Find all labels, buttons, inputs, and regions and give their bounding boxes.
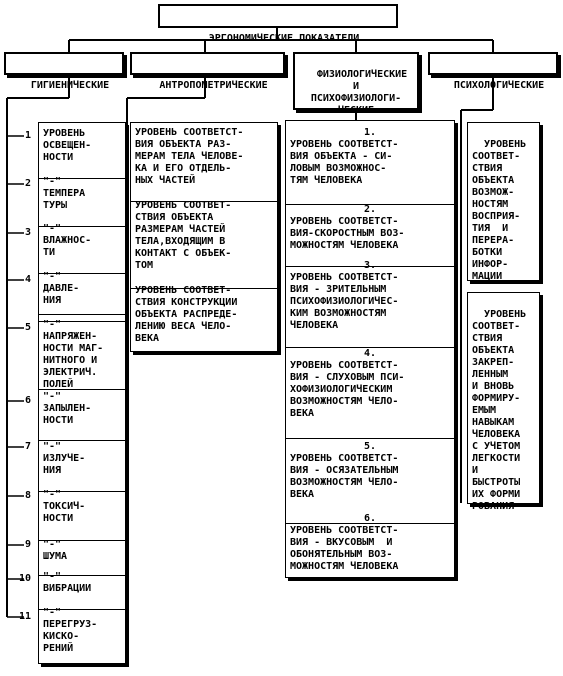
item-number: 2 bbox=[25, 178, 32, 189]
physiological-item bbox=[286, 256, 454, 348]
category-label: ПСИХОЛОГИЧЕСКИЕ bbox=[453, 80, 545, 91]
category-physiological bbox=[293, 52, 419, 116]
item-text: "-" ТЕМПЕРА ТУРЫ bbox=[43, 176, 86, 211]
item-text: "-" ШУМА bbox=[43, 539, 68, 562]
category-anthropometric bbox=[130, 52, 285, 91]
physiological-item bbox=[286, 341, 454, 439]
item-text: УРОВЕНЬ ОСВЕЩЕН- НОСТИ bbox=[43, 128, 92, 163]
item-number: 3 bbox=[25, 227, 32, 238]
hygienic-item bbox=[39, 603, 125, 669]
title-box bbox=[158, 4, 398, 44]
item-number: 7 bbox=[25, 441, 32, 452]
item-text: "-" ВИБРАЦИИ bbox=[43, 571, 92, 594]
item-number: 8 bbox=[25, 490, 32, 501]
item-number: 6. bbox=[363, 513, 377, 524]
category-label: ГИГИЕНИЧЕСКИЕ bbox=[30, 80, 110, 91]
item-number: 6 bbox=[25, 395, 32, 406]
item-text: "-" ПЕРЕГРУЗ- КИСКО- РЕНИЙ bbox=[43, 607, 98, 654]
item-text: УРОВЕНЬ СООТВЕТ- СТВИЯ ОБЪЕКТА РАЗМЕРАМ ЧАСТЕЙ ТЕЛА,ВХОДЯЩИМ В КОНТАКТ С ОБЪЕК- ТОМ bbox=[135, 200, 232, 271]
item-text: "-" ДАВЛЕ- НИЯ bbox=[43, 271, 80, 306]
item-number: 3. bbox=[363, 260, 377, 271]
item-text: "-" ИЗЛУЧЕ- НИЯ bbox=[43, 441, 86, 476]
category-label: ФИЗИОЛОГИЧЕСКИЕ И ПСИХОФИЗИОЛОГИ- ЧЕСКИЕ bbox=[310, 69, 408, 116]
physiological-column bbox=[285, 120, 455, 578]
item-text: УРОВЕНЬ СООТВЕТСТ- ВИЯ ОБЪЕКТА РАЗ- МЕРАМ ТЕЛА ЧЕЛОВЕ- КА И ЕГО ОТДЕЛЬ- НЫХ ЧАСТЕЙ bbox=[135, 127, 244, 186]
item-text: "-" ЗАПЫЛЕН- НОСТИ bbox=[43, 391, 92, 426]
item-number: 9 bbox=[25, 539, 32, 550]
item-text: УРОВЕНЬ СООТВЕТСТ- ВИЯ-СКОРОСТНЫМ ВОЗ- МОЖНОСТЯМ ЧЕЛОВЕКА bbox=[290, 216, 405, 251]
item-text: УРОВЕНЬ СООТВЕТСТ- ВИЯ - ЗРИТЕЛЬНЫМ ПСИХОФИЗИОЛОГИЧЕС- КИМ ВОЗМОЖНОСТЯМ ЧЕЛОВЕКА bbox=[290, 272, 399, 331]
item-number: 2. bbox=[363, 204, 377, 215]
anthropometric-column bbox=[130, 122, 278, 352]
hygienic-item bbox=[39, 389, 125, 441]
item-number: 5 bbox=[25, 322, 32, 333]
item-number: 4. bbox=[363, 348, 377, 359]
item-number: 10 bbox=[19, 573, 32, 584]
anthropometric-item bbox=[131, 123, 277, 202]
hygienic-column bbox=[38, 122, 126, 664]
category-psychological bbox=[428, 52, 558, 91]
item-number: 1. bbox=[363, 127, 377, 138]
item-text: "-" ТОКСИЧ- НОСТИ bbox=[43, 489, 86, 524]
item-number: 11 bbox=[19, 611, 32, 622]
item-number: 5. bbox=[363, 441, 377, 452]
item-text: "-" НАПРЯЖЕН- НОСТИ МАГ- НИТНОГО И ЭЛЕКТРИЧ. ПОЛЕЙ bbox=[43, 319, 104, 390]
hygienic-item-divider bbox=[38, 314, 126, 390]
psychological-item bbox=[467, 122, 540, 281]
item-number: 1 bbox=[25, 130, 32, 141]
item-text: УРОВЕНЬ СООТВЕТ- СТВИЯ КОНСТРУКЦИИ ОБЪЕКТА РАСПРЕДЕ- ЛЕНИЮ ВЕСА ЧЕЛО- ВЕКА bbox=[135, 285, 238, 344]
category-label: АНТРОПОМЕТРИЧЕСКИЕ bbox=[159, 80, 268, 91]
anthropometric-item bbox=[131, 281, 277, 359]
item-text: УРОВЕНЬ СООТВЕТСТ- ВИЯ - ВКУСОВЫМ И ОБОНЯТЕЛЬНЫМ ВОЗ- МОЖНОСТЯМ ЧЕЛОВЕКА bbox=[290, 525, 399, 572]
hygienic-item bbox=[39, 219, 125, 274]
item-number: 4 bbox=[25, 274, 32, 285]
item-text: УРОВЕНЬ СООТВЕТ- СТВИЯ ОБЪЕКТА ВОЗМОЖ- НОСТЯМ ВОСПРИЯ- ТИЯ И ПЕРЕРА- БОТКИ ИНФОР- МАЦИИ bbox=[472, 139, 527, 282]
item-text: УРОВЕНЬ СООТВЕТСТ- ВИЯ ОБЪЕКТА - СИ- ЛОВЫМ ВОЗМОЖНОС- ТЯМ ЧЕЛОВЕКА bbox=[290, 139, 399, 186]
physiological-item bbox=[286, 121, 454, 205]
item-text: УРОВЕНЬ СООТВЕТСТ- ВИЯ - СЛУХОВЫМ ПСИ- ХОФИЗИОЛОГИЧЕСКИМ ВОЗМОЖНОСТЯМ ЧЕЛО- ВЕКА bbox=[290, 360, 405, 419]
item-text: "-" ВЛАЖНОС- ТИ bbox=[43, 223, 92, 258]
psychological-item bbox=[467, 292, 540, 512]
physiological-item bbox=[286, 509, 454, 585]
category-hygienic bbox=[4, 52, 124, 91]
anthropometric-item bbox=[131, 195, 277, 289]
item-text: УРОВЕНЬ СООТВЕТ- СТВИЯ ОБЪЕКТА ЗАКРЕП- ЛЕННЫМ И ВНОВЬ ФОРМИРУ- ЕМЫМ НАВЫКАМ ЧЕЛОВЕКА С УЧЕТОМ ЛЕГКОСТИ И БЫСТРОТЫ ИХ ФОРМИ РОВАНИЯ bbox=[472, 309, 527, 512]
title-text: ЭРГОНОМИЧЕСКИЕ ПОКАЗАТЕЛИ bbox=[208, 33, 360, 44]
item-text: УРОВЕНЬ СООТВЕТСТ- ВИЯ - ОСЯЗАТЕЛЬНЫМ ВОЗМОЖНОСТЯМ ЧЕЛО- ВЕКА bbox=[290, 453, 399, 500]
